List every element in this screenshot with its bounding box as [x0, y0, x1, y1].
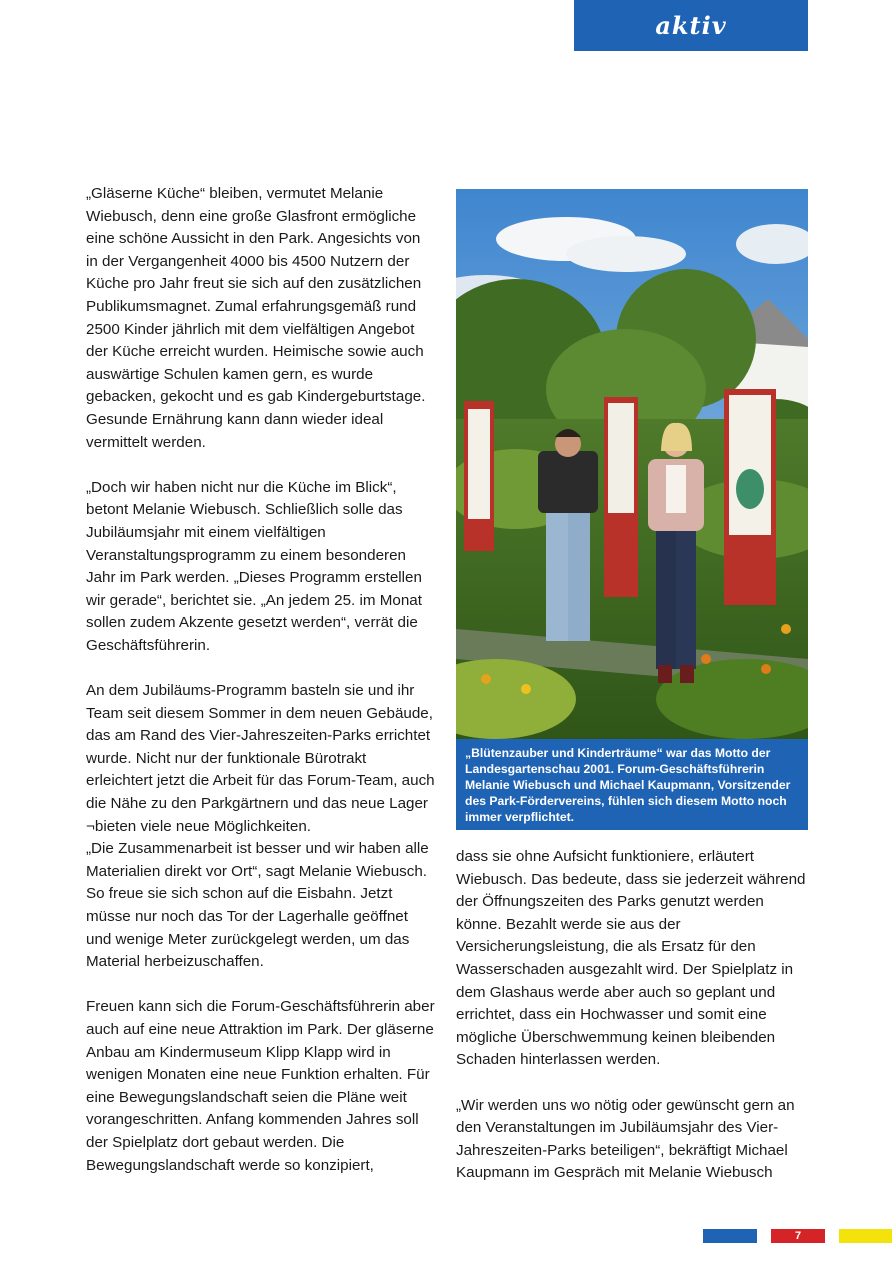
footer-blue-bar: [703, 1229, 757, 1243]
park-photo: [456, 189, 808, 739]
paragraph: dass sie ohne Aufsicht funktioniere, erläutert Wiebusch. Das bedeute, dass sie jederzeit während der Öffnungszeiten des Parks genutzt werden könne. Bezahlt werde sie aus der Versicherungsleistung, die als Ersatz für den Wasserschaden ausgezahlt wird. Der Spielplatz in dem Glashaus werde aber auch so geplant und errichtet, dass ein Hochwasser und somit eine mögliche Überschwemmung keinen bleibenden Schaden hinterlassen werden.: [456, 848, 806, 1069]
paragraph: An dem Jubiläums-Programm basteln sie und ihr Team seit diesem Sommer in dem neuen Gebäude, das am Rand des Vier-Jahreszeiten-Parks errichtet wurde. Nicht nur der funktionale Bürotrakt erleichtert jetzt die Arbeit für das Forum-Team, auch die Nähe zu den Parkgärtnern und das neue Lager ¬bieten viele neue Möglichkeiten.: [86, 682, 435, 835]
right-text-column: [456, 846, 810, 1185]
photo-caption: [456, 739, 808, 830]
section-tab: [574, 0, 808, 51]
page-number: 7: [794, 1230, 802, 1242]
park-photo-illustration: [456, 189, 808, 739]
left-text-column: [86, 183, 436, 1177]
paragraph: „Die Zusammenarbeit ist besser und wir haben alle Materialien direkt vor Ort“, sagt Melanie Wiebusch. So freue sie sich schon auf die Eisbahn. Jetzt müsse nur noch das Tor der Lagerhalle geöffnet und wenige Meter zurückgelegt werden, um das Material herbeizuschaffen.: [86, 840, 429, 971]
page-number-badge: [771, 1229, 825, 1243]
paragraph: „Doch wir haben nicht nur die Küche im Blick“, betont Melanie Wiebusch. Schließlich solle das Jubiläumsjahr mit einem vielfältigen Veranstaltungsprogramm zu einem besonderen Jahr im Park werden. „Dieses Programm erstellen wir gerade“, berichtet sie. „An jedem 25. im Monat sollen zudem Akzente gesetzt werden“, verrät die Geschäftsführerin.: [86, 478, 422, 654]
footer-yellow-bar: [839, 1229, 892, 1243]
paragraph: Freuen kann sich die Forum-Geschäftsführerin aber auch auf eine neue Attraktion im Park. Der gläserne Anbau am Kindermuseum Klipp Klapp wird in wenigen Monaten eine neue Funktion erhalten. Für eine Bewegungslandschaft seien die Pläne weit vorangeschritten. Anfang kommenden Jahres soll der Spielplatz dort gebaut werden. Die Bewegungslandschaft werde so konzipiert,: [86, 998, 435, 1174]
paragraph: „Wir werden uns wo nötig oder gewünscht gern an den Veranstaltungen im Jubiläumsjahr des Vier-Jahreszeiten-Parks beteiligen“, bekräftigt Michael Kaupmann im Gespräch mit Melanie Wiebusch: [456, 1096, 795, 1182]
caption-text: „Blütenzauber und Kinderträume“ war das Motto der Landesgartenschau 2001. Forum-Geschäftsführerin Melanie Wiebusch und Michael Kaupmann, Vorsitzender des Park-Fördervereins, fühlen sich diesem Motto noch immer verpflichtet.: [465, 746, 791, 824]
section-label: aktiv: [655, 11, 727, 40]
paragraph: „Gläserne Küche“ bleiben, vermutet Melanie Wiebusch, denn eine große Glasfront ermögliche eine schöne Aussicht in den Park. Angesichts von in der Vergangenheit 4000 bis 4500 Nutzern der Küche pro Jahr freut sie sich auf den zusätzlichen Publikumsmagnet. Zumal erfahrungsgemäß rund 2500 Kinder jährlich mit dem vielfältigen Angebot der Küche erreicht wurden. Heimische sowie auch auswärtige Schulen kamen gern, es wurde gebacken, gekocht und es gab Kindergeburtstage. Gesunde Ernährung kann dann wieder ideal vermittelt werden.: [86, 185, 426, 451]
